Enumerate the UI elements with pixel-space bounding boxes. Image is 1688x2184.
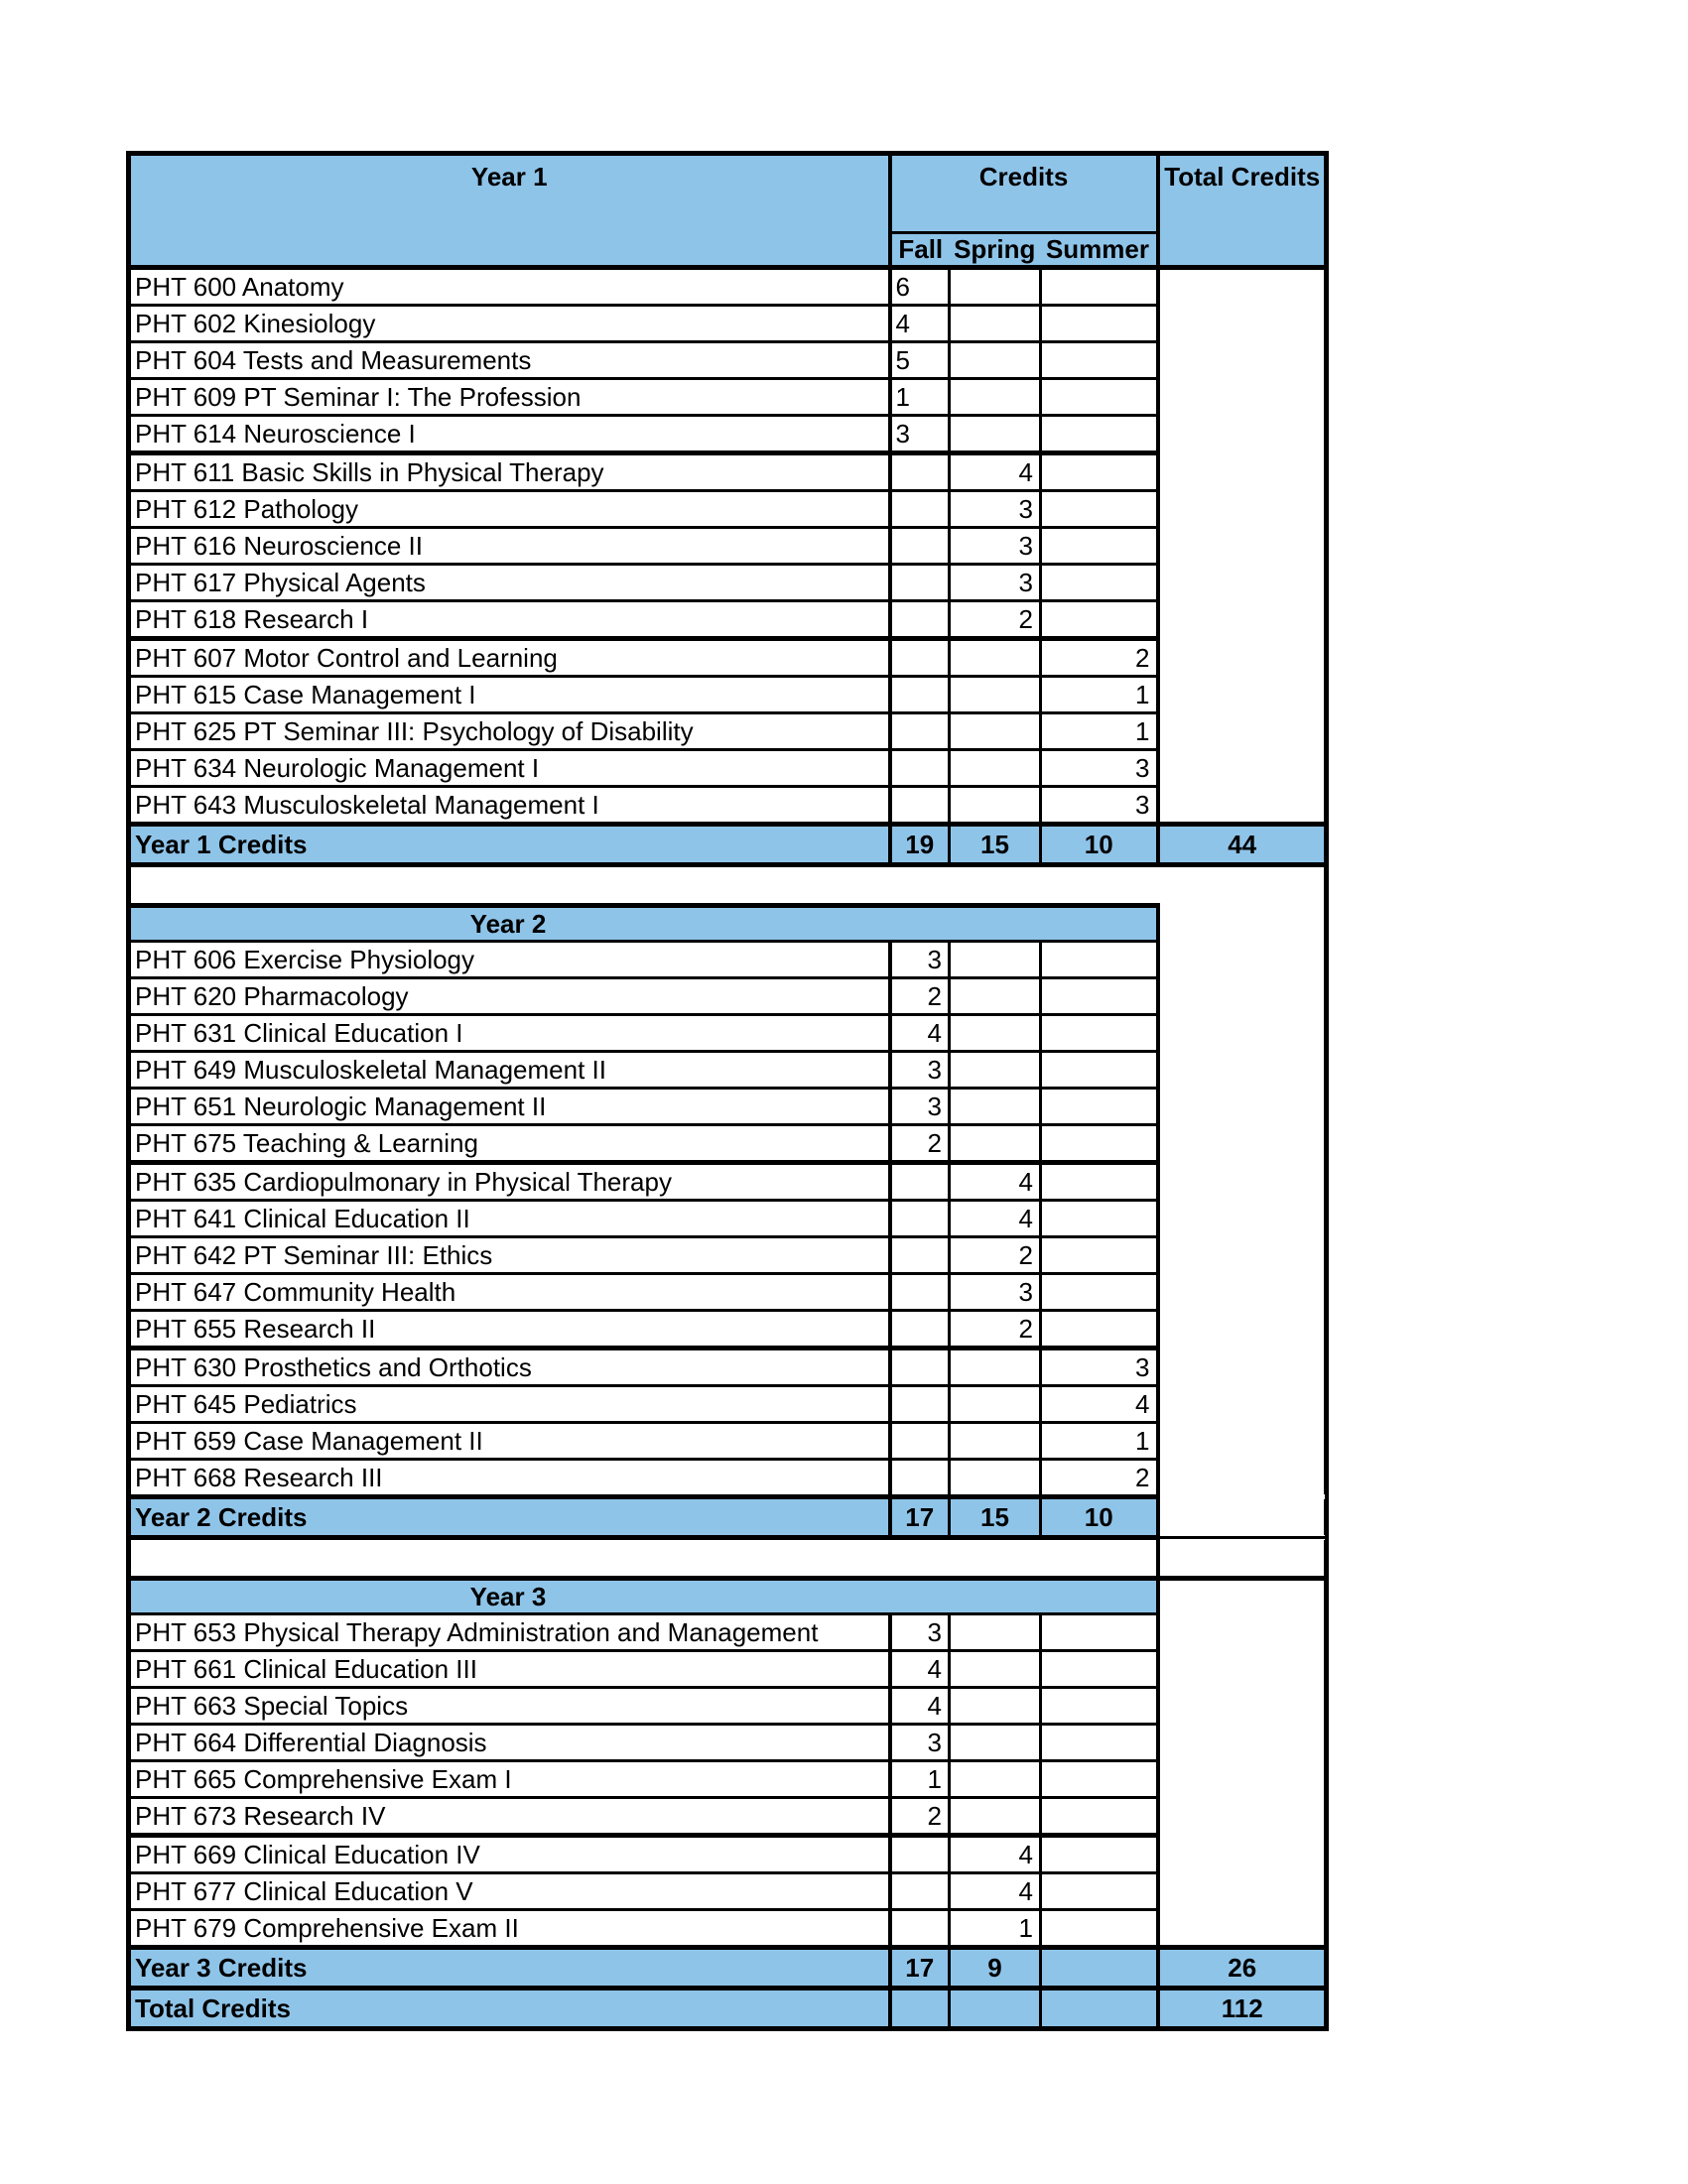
course-name: PHT 609 PT Seminar I: The Profession <box>129 379 890 416</box>
fall-credits <box>890 1311 950 1349</box>
year1-section-title: Year 1 <box>129 154 890 268</box>
course-name: PHT 645 Pediatrics <box>129 1386 890 1423</box>
spring-credits <box>950 1688 1041 1725</box>
spring-credits <box>950 1423 1041 1460</box>
spring-credits <box>950 1761 1041 1798</box>
course-name: PHT 647 Community Health <box>129 1274 890 1311</box>
course-name: PHT 664 Differential Diagnosis <box>129 1725 890 1761</box>
fall-credits <box>890 1349 950 1386</box>
fall-credits: 2 <box>890 1798 950 1836</box>
fall-credits: 3 <box>890 1725 950 1761</box>
grand-total-label: Total Credits <box>129 1989 890 2029</box>
spring-credits: 2 <box>950 1311 1041 1349</box>
course-row <box>129 1311 1327 1349</box>
spring-credits <box>950 379 1041 416</box>
course-name: PHT 641 Clinical Education II <box>129 1201 890 1237</box>
spring-credits <box>950 1015 1041 1052</box>
summer-credits <box>1041 1688 1158 1725</box>
fall-credits <box>890 750 950 787</box>
spring-credits: 3 <box>950 491 1041 528</box>
fall-credits: 3 <box>890 1089 950 1125</box>
spring-credits <box>950 639 1041 677</box>
credits-column-header: Credits <box>890 154 1158 233</box>
summer-credits <box>1041 1201 1158 1237</box>
fall-credits <box>890 601 950 639</box>
course-name: PHT 663 Special Topics <box>129 1688 890 1725</box>
fall-column-header: Fall <box>898 234 944 264</box>
spring-column-header: Spring <box>954 234 1036 264</box>
summer-credits: 3 <box>1041 787 1158 825</box>
fall-credits <box>890 491 950 528</box>
course-row <box>129 1089 1327 1125</box>
course-row <box>129 1125 1327 1163</box>
fall-credits: 2 <box>890 978 950 1015</box>
spring-credits: 3 <box>950 1274 1041 1311</box>
fall-credits: 1 <box>890 379 950 416</box>
course-row <box>129 565 1327 601</box>
grand-total-row <box>129 1989 1327 2029</box>
year2-section-title: Year 2 <box>129 906 1158 942</box>
year2-summer-total: 10 <box>1041 1497 1158 1538</box>
course-name: PHT 679 Comprehensive Exam II <box>129 1910 890 1948</box>
summer-credits <box>1041 1052 1158 1089</box>
year1-fall-total: 19 <box>890 825 950 865</box>
summer-credits: 1 <box>1041 713 1158 750</box>
year3-totals-label: Year 3 Credits <box>129 1948 890 1989</box>
fall-credits: 4 <box>890 1651 950 1688</box>
summer-credits <box>1041 1311 1158 1349</box>
summer-credits <box>1041 1910 1158 1948</box>
course-row <box>129 601 1327 639</box>
year1-total-credits: 44 <box>1158 825 1327 865</box>
year2-totals-row <box>129 1497 1327 1538</box>
spring-credits <box>950 942 1041 978</box>
summer-credits: 4 <box>1041 1386 1158 1423</box>
summer-credits <box>1041 978 1158 1015</box>
course-row <box>129 1614 1327 1651</box>
header-row-1 <box>129 154 1327 233</box>
grand-total-value: 112 <box>1158 1989 1327 2029</box>
summer-credits <box>1041 416 1158 453</box>
summer-credits <box>1041 942 1158 978</box>
summer-credits <box>1041 1798 1158 1836</box>
course-name: PHT 635 Cardiopulmonary in Physical Therapy <box>129 1163 890 1201</box>
blank-spacer <box>129 1538 1158 1579</box>
fall-credits <box>890 677 950 713</box>
section-gap-row <box>129 1538 1327 1579</box>
fall-credits <box>890 1873 950 1910</box>
course-name: PHT 655 Research II <box>129 1311 890 1349</box>
spring-credits <box>950 1125 1041 1163</box>
summer-credits: 2 <box>1041 1460 1158 1497</box>
spring-credits: 4 <box>950 453 1041 491</box>
summer-credits <box>1041 1163 1158 1201</box>
course-row <box>129 1910 1327 1948</box>
fall-credits: 6 <box>890 268 950 306</box>
grand-total-fall-cell <box>890 1989 950 2029</box>
spring-credits <box>950 1052 1041 1089</box>
course-name: PHT 669 Clinical Education IV <box>129 1836 890 1873</box>
blank-spacer <box>129 865 1327 906</box>
fall-credits: 1 <box>890 1761 950 1798</box>
course-name: PHT 607 Motor Control and Learning <box>129 639 890 677</box>
course-row <box>129 1688 1327 1725</box>
course-row <box>129 942 1327 978</box>
course-name: PHT 602 Kinesiology <box>129 306 890 342</box>
course-name: PHT 620 Pharmacology <box>129 978 890 1015</box>
course-name: PHT 606 Exercise Physiology <box>129 942 890 978</box>
course-row <box>129 1836 1327 1873</box>
fall-credits <box>890 528 950 565</box>
course-name: PHT 615 Case Management I <box>129 677 890 713</box>
summer-credits <box>1041 1274 1158 1311</box>
spring-credits <box>950 750 1041 787</box>
fall-credits <box>890 713 950 750</box>
course-name: PHT 677 Clinical Education V <box>129 1873 890 1910</box>
course-row <box>129 978 1327 1015</box>
fall-credits <box>890 1201 950 1237</box>
course-name: PHT 665 Comprehensive Exam I <box>129 1761 890 1798</box>
summer-credits <box>1041 601 1158 639</box>
year1-summer-total: 10 <box>1041 825 1158 865</box>
spring-credits: 3 <box>950 565 1041 601</box>
grand-total-summer-cell <box>1041 1989 1158 2029</box>
spring-credits <box>950 268 1041 306</box>
summer-credits <box>1041 306 1158 342</box>
year2-header-row <box>129 906 1327 942</box>
total-credits-empty-area <box>1158 1579 1327 1948</box>
spring-credits <box>950 1089 1041 1125</box>
summer-credits <box>1041 565 1158 601</box>
year3-total-credits: 26 <box>1158 1948 1327 1989</box>
fall-credits <box>890 1460 950 1497</box>
fall-credits <box>890 787 950 825</box>
course-name: PHT 643 Musculoskeletal Management I <box>129 787 890 825</box>
summer-credits <box>1041 453 1158 491</box>
course-row <box>129 713 1327 750</box>
summer-credits: 3 <box>1041 1349 1158 1386</box>
summer-credits <box>1041 1761 1158 1798</box>
course-row <box>129 1015 1327 1052</box>
summer-credits <box>1041 1836 1158 1873</box>
total-credits-empty-area <box>1158 906 1327 1538</box>
summer-credits <box>1041 342 1158 379</box>
course-row <box>129 268 1327 306</box>
year2-totals-label: Year 2 Credits <box>129 1497 890 1538</box>
year3-header-row <box>129 1579 1327 1614</box>
spring-credits: 4 <box>950 1201 1041 1237</box>
fall-credits <box>890 1910 950 1948</box>
spring-credits <box>950 1651 1041 1688</box>
summer-credits <box>1041 268 1158 306</box>
spring-credits <box>950 1725 1041 1761</box>
fall-credits <box>890 1237 950 1274</box>
course-row <box>129 1725 1327 1761</box>
course-name: PHT 653 Physical Therapy Administration and Management <box>129 1614 890 1651</box>
summer-credits <box>1041 1125 1158 1163</box>
grand-total-spring-cell <box>950 1989 1041 2029</box>
curriculum-table <box>126 151 1329 2031</box>
spring-credits: 2 <box>950 601 1041 639</box>
course-name: PHT 634 Neurologic Management I <box>129 750 890 787</box>
course-row <box>129 1460 1327 1497</box>
course-name: PHT 611 Basic Skills in Physical Therapy <box>129 453 890 491</box>
year3-spring-total: 9 <box>950 1948 1041 1989</box>
summer-credits: 2 <box>1041 639 1158 677</box>
summer-credits: 3 <box>1041 750 1158 787</box>
course-name: PHT 618 Research I <box>129 601 890 639</box>
summer-credits <box>1041 1237 1158 1274</box>
spring-credits <box>950 713 1041 750</box>
spring-credits: 2 <box>950 1237 1041 1274</box>
spring-credits <box>950 1386 1041 1423</box>
course-name: PHT 604 Tests and Measurements <box>129 342 890 379</box>
summer-credits <box>1041 528 1158 565</box>
course-row <box>129 677 1327 713</box>
spring-credits <box>950 787 1041 825</box>
course-row <box>129 528 1327 565</box>
year2-fall-total: 17 <box>890 1497 950 1538</box>
course-name: PHT 668 Research III <box>129 1460 890 1497</box>
spring-credits <box>950 677 1041 713</box>
course-name: PHT 675 Teaching & Learning <box>129 1125 890 1163</box>
fall-credits <box>890 565 950 601</box>
fall-credits: 4 <box>890 1015 950 1052</box>
course-name: PHT 630 Prosthetics and Orthotics <box>129 1349 890 1386</box>
semester-labels <box>892 234 1156 265</box>
year2-spring-total: 15 <box>950 1497 1041 1538</box>
summer-credits <box>1041 1873 1158 1910</box>
course-name: PHT 625 PT Seminar III: Psychology of Disability <box>129 713 890 750</box>
spring-credits: 4 <box>950 1836 1041 1873</box>
summer-credits <box>1041 491 1158 528</box>
fall-credits: 2 <box>890 1125 950 1163</box>
course-row <box>129 342 1327 379</box>
spring-credits <box>950 1614 1041 1651</box>
spring-credits <box>950 342 1041 379</box>
summer-credits <box>1041 379 1158 416</box>
course-row <box>129 416 1327 453</box>
course-name: PHT 651 Neurologic Management II <box>129 1089 890 1125</box>
spring-credits <box>950 1349 1041 1386</box>
course-name: PHT 659 Case Management II <box>129 1423 890 1460</box>
fall-credits: 3 <box>890 1614 950 1651</box>
fall-credits: 4 <box>890 306 950 342</box>
course-row <box>129 379 1327 416</box>
course-row <box>129 1651 1327 1688</box>
summer-credits <box>1041 1015 1158 1052</box>
course-name: PHT 661 Clinical Education III <box>129 1651 890 1688</box>
summer-credits: 1 <box>1041 1423 1158 1460</box>
course-row <box>129 1274 1327 1311</box>
fall-credits <box>890 453 950 491</box>
course-row <box>129 1386 1327 1423</box>
year1-spring-total: 15 <box>950 825 1041 865</box>
course-row <box>129 750 1327 787</box>
fall-credits: 5 <box>890 342 950 379</box>
course-row <box>129 1423 1327 1460</box>
fall-credits: 3 <box>890 1052 950 1089</box>
course-row <box>129 1201 1327 1237</box>
course-name: PHT 616 Neuroscience II <box>129 528 890 565</box>
fall-credits <box>890 639 950 677</box>
summer-credits: 1 <box>1041 677 1158 713</box>
course-name: PHT 649 Musculoskeletal Management II <box>129 1052 890 1089</box>
fall-credits <box>890 1836 950 1873</box>
course-row <box>129 787 1327 825</box>
fall-credits <box>890 1423 950 1460</box>
year3-section-title: Year 3 <box>129 1579 1158 1614</box>
spring-credits <box>950 978 1041 1015</box>
year3-fall-total: 17 <box>890 1948 950 1989</box>
blank-spacer <box>1158 1538 1327 1579</box>
course-row <box>129 1761 1327 1798</box>
course-row <box>129 1163 1327 1201</box>
semester-subheader <box>890 233 1158 268</box>
summer-credits <box>1041 1614 1158 1651</box>
course-name: PHT 612 Pathology <box>129 491 890 528</box>
fall-credits <box>890 1386 950 1423</box>
course-row <box>129 1873 1327 1910</box>
spring-credits: 3 <box>950 528 1041 565</box>
total-credits-column-header: Total Credits <box>1158 154 1327 268</box>
summer-credits <box>1041 1651 1158 1688</box>
spring-credits: 4 <box>950 1873 1041 1910</box>
spring-credits: 1 <box>950 1910 1041 1948</box>
spring-credits: 4 <box>950 1163 1041 1201</box>
course-row <box>129 453 1327 491</box>
course-row <box>129 1237 1327 1274</box>
course-name: PHT 642 PT Seminar III: Ethics <box>129 1237 890 1274</box>
section-gap-row <box>129 865 1327 906</box>
course-row <box>129 1798 1327 1836</box>
fall-credits: 3 <box>890 942 950 978</box>
course-name: PHT 673 Research IV <box>129 1798 890 1836</box>
year1-totals-label: Year 1 Credits <box>129 825 890 865</box>
fall-credits: 4 <box>890 1688 950 1725</box>
year3-totals-row <box>129 1948 1327 1989</box>
spring-credits <box>950 1798 1041 1836</box>
course-row <box>129 639 1327 677</box>
course-row <box>129 491 1327 528</box>
summer-column-header: Summer <box>1045 234 1149 264</box>
fall-credits: 3 <box>890 416 950 453</box>
course-row <box>129 1052 1327 1089</box>
spring-credits <box>950 1460 1041 1497</box>
spring-credits <box>950 416 1041 453</box>
year1-totals-row <box>129 825 1327 865</box>
summer-credits <box>1041 1089 1158 1125</box>
summer-credits <box>1041 1725 1158 1761</box>
year3-summer-total <box>1041 1948 1158 1989</box>
total-credits-empty-area <box>1158 268 1327 825</box>
course-name: PHT 631 Clinical Education I <box>129 1015 890 1052</box>
course-row <box>129 306 1327 342</box>
course-name: PHT 617 Physical Agents <box>129 565 890 601</box>
course-name: PHT 614 Neuroscience I <box>129 416 890 453</box>
fall-credits <box>890 1163 950 1201</box>
fall-credits <box>890 1274 950 1311</box>
table-body <box>129 154 1327 2029</box>
spring-credits <box>950 306 1041 342</box>
course-name: PHT 600 Anatomy <box>129 268 890 306</box>
course-row <box>129 1349 1327 1386</box>
